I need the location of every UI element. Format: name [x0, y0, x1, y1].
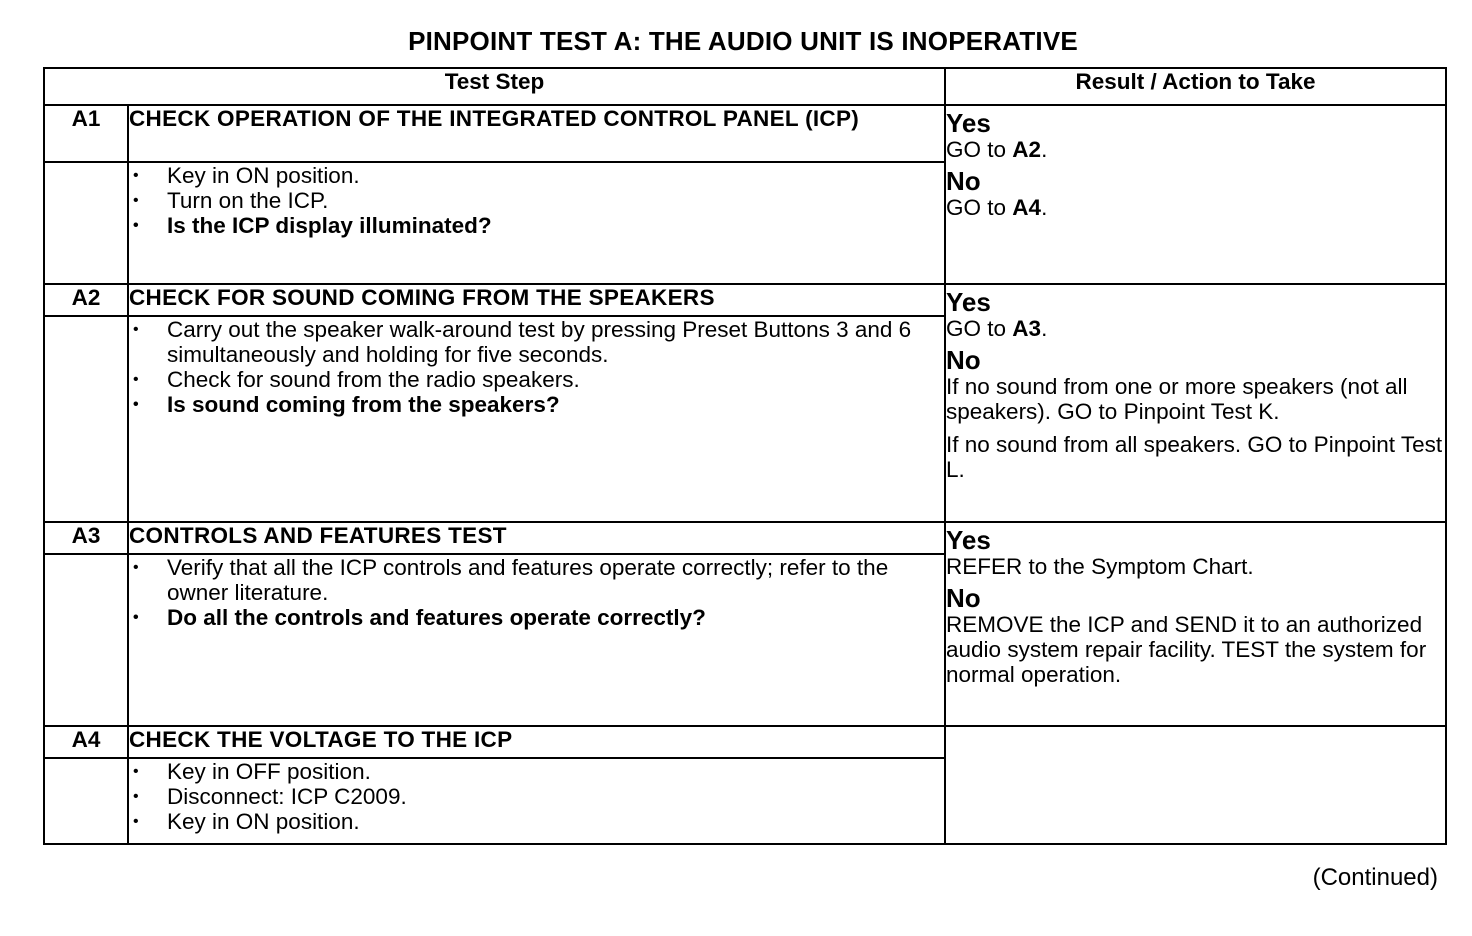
- step-a3-bullet-1: • Verify that all the ICP controls and features operate correctly; refer to the owner literature.: [129, 555, 944, 605]
- step-a4-result: [945, 726, 1446, 844]
- test-step-header: Test Step: [44, 68, 945, 105]
- step-a3-spacer: [44, 554, 128, 726]
- step-a1-id: A1: [44, 105, 128, 162]
- step-a3-heading-row: [44, 522, 1446, 554]
- step-a1-question: • Is the ICP display illuminated?: [129, 213, 944, 238]
- step-a1-bullet-2: • Turn on the ICP.: [129, 188, 944, 213]
- step-a4-body: [128, 758, 945, 844]
- step-a2-no-action-1: If no sound from one or more speakers (not all speakers). GO to Pinpoint Test K.: [946, 374, 1408, 424]
- continued-label: (Continued): [1312, 864, 1438, 891]
- step-a2-spacer: [44, 316, 128, 522]
- step-a4-heading-row: [44, 726, 1446, 758]
- step-a4-bullet-2: • Disconnect: ICP C2009.: [129, 784, 944, 809]
- step-a2-result: [945, 284, 1446, 522]
- step-a1-no-label: No: [946, 166, 981, 196]
- step-a1-yes-action: GO to A2.: [946, 137, 1048, 162]
- step-a1-no-target: A4: [1012, 195, 1042, 220]
- step-a2-heading: CHECK FOR SOUND COMING FROM THE SPEAKERS: [128, 284, 945, 316]
- step-a1-spacer: [44, 162, 128, 284]
- step-a2-heading-row: [44, 284, 1446, 316]
- step-a3-heading: CONTROLS AND FEATURES TEST: [128, 522, 945, 554]
- step-a2-no-label: No: [946, 345, 981, 375]
- step-a1-result: [945, 105, 1446, 284]
- step-a4-id: A4: [44, 726, 128, 758]
- step-a2-yes-action: GO to A3.: [946, 316, 1048, 341]
- step-a1-no-action: GO to A4.: [946, 195, 1048, 220]
- step-a3-question: • Do all the controls and features operate correctly?: [129, 605, 944, 630]
- step-a3-result: [945, 522, 1446, 726]
- step-a1-yes-label: Yes: [946, 108, 991, 138]
- step-a2-question: • Is sound coming from the speakers?: [129, 392, 944, 417]
- step-a1-heading: CHECK OPERATION OF THE INTEGRATED CONTROL PANEL (ICP): [128, 105, 945, 162]
- step-a3-body: [128, 554, 945, 726]
- step-a2-yes-label: Yes: [946, 287, 991, 317]
- step-a1-body: [128, 162, 945, 284]
- step-a1-bullet-1: • Key in ON position.: [129, 163, 944, 188]
- page-title: PINPOINT TEST A: THE AUDIO UNIT IS INOPERATIVE: [408, 26, 1078, 56]
- step-a1-yes-target: A2: [1012, 137, 1042, 162]
- step-a4-bullet-1: • Key in OFF position.: [129, 759, 944, 784]
- step-a3-no-label: No: [946, 583, 981, 613]
- step-a3-yes-label: Yes: [946, 525, 991, 555]
- step-a4-bullet-3: • Key in ON position.: [129, 809, 944, 834]
- step-a1-heading-row: [44, 105, 1446, 162]
- result-header: Result / Action to Take: [945, 68, 1446, 105]
- step-a3-yes-action: REFER to the Symptom Chart.: [946, 554, 1254, 579]
- step-a2-no-action-2: If no sound from all speakers. GO to Pinpoint Test L.: [946, 432, 1443, 482]
- pinpoint-test-table: [43, 67, 1447, 845]
- step-a4-spacer: [44, 758, 128, 844]
- step-a4-heading: CHECK THE VOLTAGE TO THE ICP: [128, 726, 945, 758]
- step-a2-body: [128, 316, 945, 522]
- step-a2-bullet-2: • Check for sound from the radio speakers.: [129, 367, 944, 392]
- step-a3-id: A3: [44, 522, 128, 554]
- step-a2-yes-target: A3: [1012, 316, 1042, 341]
- step-a3-no-action: REMOVE the ICP and SEND it to an authorized audio system repair facility. TEST the system for normal operation.: [946, 612, 1427, 687]
- table-header-row: [44, 68, 1446, 105]
- step-a2-id: A2: [44, 284, 128, 316]
- step-a2-bullet-1: • Carry out the speaker walk-around test by pressing Preset Buttons 3 and 6 simultaneously and holding for five seconds.: [129, 317, 944, 367]
